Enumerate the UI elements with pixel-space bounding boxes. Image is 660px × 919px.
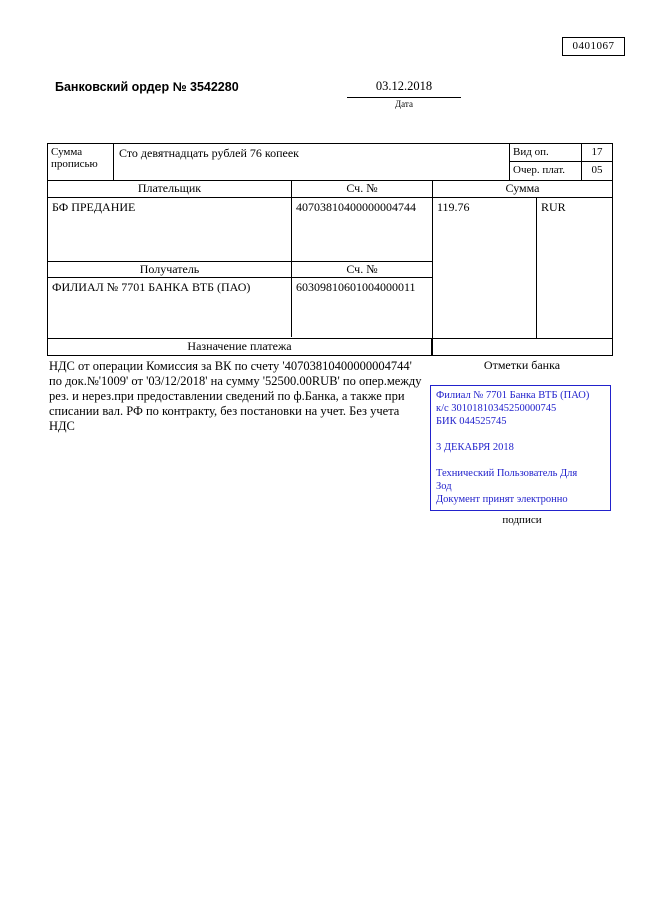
recipient-section-label: Получатель — [48, 262, 292, 277]
date-block — [347, 79, 461, 109]
parties-left-column — [48, 198, 432, 338]
form-code-box: 0401067 — [562, 37, 625, 56]
stamp-line: Филиал № 7701 Банка ВТБ (ПАО) — [436, 390, 590, 401]
payer-name: БФ ПРЕДАНИЕ — [48, 198, 292, 261]
purpose-header-row — [48, 338, 612, 355]
stamp-line: 3 ДЕКАБРЯ 2018 — [436, 442, 514, 453]
recipient-header-row — [48, 262, 432, 278]
ocher-plat-label: Очер. плат. — [510, 162, 582, 180]
sum-column — [432, 198, 612, 338]
recipient-account-label: Сч. № — [346, 262, 378, 276]
vid-op-row — [510, 144, 612, 162]
purpose-text: НДС от операции Комиссия за ВК по счету '40703810400000004744' по док.№'1009' от '03/12/2018' на сумму '52500.00RUB' по опер.между рез. и нерез.при предоставлении сведений по ф.Банка, а также при списании вал. РФ по контракту, без постановки на учет. Без учета НДС — [49, 359, 422, 433]
ocher-plat-value: 05 — [591, 164, 603, 176]
payer-section-label: Плательщик — [48, 181, 292, 197]
recipient-account: 60309810601004000011 — [296, 280, 416, 294]
purpose-label: Назначение платежа — [48, 339, 432, 355]
stamp-line: Технический Пользователь Для — [436, 468, 578, 479]
date-label: Дата — [395, 99, 413, 109]
amount-words-value: Сто девятнадцать рублей 76 копеек — [114, 144, 510, 180]
recipient-name: ФИЛИАЛ № 7701 БАНКА ВТБ (ПАО) — [48, 278, 292, 337]
bank-marks-label: Отметки банка — [483, 358, 561, 372]
amount-words-row — [48, 144, 612, 180]
payer-row — [48, 198, 432, 262]
stamp-line — [436, 454, 605, 467]
signatures-label: подписи — [502, 514, 542, 526]
payer-account: 40703810400000004744 — [296, 200, 416, 214]
date-value: 03.12.2018 — [347, 79, 461, 98]
document-title: Банковский ордер № 3542280 — [55, 80, 239, 94]
purpose-header-spacer — [432, 339, 612, 355]
stamp-line — [436, 428, 605, 441]
stamp-line: к/с 30101810345250000745 — [436, 403, 557, 414]
amount-value: 119.76 — [433, 198, 537, 338]
order-table-box — [47, 143, 613, 356]
recipient-row — [48, 278, 432, 337]
currency-value: RUR — [541, 200, 566, 214]
parties-block — [48, 198, 612, 338]
vid-op-value: 17 — [591, 146, 603, 158]
order-table — [47, 143, 613, 526]
stamp-line: Зод — [436, 481, 452, 492]
operation-codes — [510, 144, 612, 180]
bank-stamp — [430, 385, 611, 511]
stamp-line: БИК 044525745 — [436, 416, 507, 427]
sum-column-label: Сумма — [432, 181, 612, 197]
ocher-plat-row — [510, 162, 612, 180]
amount-words-label: Сумма прописью — [48, 144, 114, 180]
bank-marks-area — [431, 356, 613, 526]
payer-account-label: Сч. № — [346, 181, 378, 195]
content-row — [47, 356, 613, 526]
vid-op-label: Вид оп. — [510, 144, 582, 161]
stamp-line: Документ принят электронно — [436, 494, 568, 505]
column-headers-row — [48, 180, 612, 198]
